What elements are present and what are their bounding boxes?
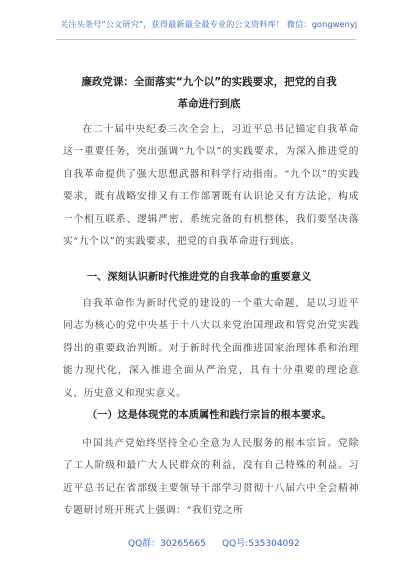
paragraph-subsection-1: 中国共产党始终坚持全心全意为人民服务的根本宗旨。党除了工人阶级和最广大人民群众的利益，没有自己特殊的利益。习近平总书记在省部级主要领导干部学习贯彻十八届六中全会精神专题研讨班开班式上强调：“我们党之所	[63, 438, 359, 517]
document-title-line-1: 廉政党课：全面落实“九个以”的实践要求，把党的自我	[81, 76, 337, 88]
header-banner: 关注头条号“公文研究”，获得最新最全最专业的公文资料库！ 微信：gongwenyj	[60, 19, 358, 29]
header-divider	[56, 39, 356, 40]
subsection-heading: （一）这是体现党的本质属性和践行宗旨的根本要求。	[87, 410, 332, 421]
document-title-line-2: 革命进行到底	[177, 98, 241, 110]
footer-qq-number: QQ号:535304092	[222, 539, 300, 549]
section-heading: 一、深刻认识新时代推进党的自我革命的重要意义	[87, 272, 312, 283]
footer-qq-group: QQ群：30265665	[128, 539, 206, 549]
paragraph-intro: 在二十届中央纪委三次全会上，习近平总书记锚定自我革命这一重要任务，突出强调“九个以”的实践要求，为深入推进党的自我革命提供了强大思想武器和科学行动指南。“九个以”的实践要求，既有战略安排又有工作部署既有认识论又有方法论，构成一个相互联系、逻辑严密、系统完备的有机整体，我们要坚决落实“九个以”的实践要求，把党的自我革命进行到底。	[63, 124, 359, 248]
paragraph-section-1: 自我革命作为新时代党的建设的一个重大命题，是以习近平同志为核心的党中央基于十八大以来党治国理政和管党治党实践得出的重要政治判断。对于新时代全面推进国家治理体系和治理能力现代化，深入推进全面从严治党，具有十分重要的理论意义、历史意义和现实意义。	[63, 298, 359, 399]
